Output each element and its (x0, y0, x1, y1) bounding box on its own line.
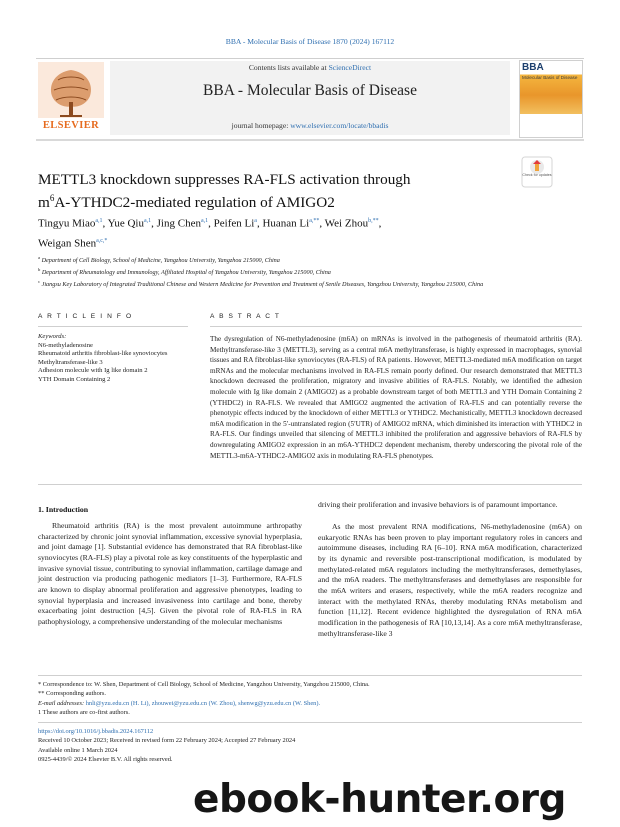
author-name[interactable]: Huanan Li (262, 217, 310, 230)
author-affiliation-mark[interactable]: a,c,* (96, 237, 108, 244)
footnotes (38, 680, 583, 718)
author-list: Tingyu Miao$^{a,1}$, Yue Qiu$^{a,1}$, Jing Chen$^{a,1}$, Peifen Li$^a$, Huanan $Li^{a,**}$, Wei Zhou$^{b,**}$, Weigan Shen$^{a,c,*}$ (38, 217, 382, 250)
affiliation-mark: c (38, 279, 41, 285)
contents-line (110, 63, 510, 72)
author-affiliation-mark[interactable]: b,** (368, 218, 379, 224)
divider (210, 326, 582, 327)
intro-right-column-p2: As the most prevalent RNA modifications, N6-methyladenosine (m6A) on eukaryotic RNAs has been proven to play important regulatory roles in cancers and autoimmune diseases, including RA [6–10]. RNA m6A modification, characterized by its dynamic and reversible post-transcriptional modification, is modulated by methylated-related m6A regulators including the methyltransferases, demethylases, and the m6A readers. The methyltransferases and demethylases are responsible for the m6A writers and erasers, respectively, while the m6A readers recognize and interact with the methylated RNAs, thereby modulating RNAs metabolism and function [11,12]. Recent evidence highlighted the dysregulation of RNA m6A modification in the pathogenesis of RA [10,13,14]. As a core m6A methyltransferase, methyltransferase-like 3 (318, 522, 582, 638)
email-links[interactable]: hnli@yzu.edu.cn (H. Li), zhouwei@yzu.edu.cn (W. Zhou), shenwg@yzu.edu.cn (W. Shen). (85, 699, 321, 707)
author-affiliation-mark[interactable]: a (254, 218, 257, 224)
divider (38, 326, 188, 327)
journal-title: BBA - Molecular Basis of Disease (203, 82, 417, 99)
affiliation-text: Department of Cell Biology, School of Medicine, Yangzhou University, Yangzhou 215000, China (41, 257, 280, 265)
footnote-cofirst: 1 These authors are co-first authors. (38, 709, 130, 717)
article-title (38, 170, 478, 212)
footnote-corresponding: ** Corresponding authors. (38, 690, 106, 698)
available-online: Available online 1 March 2024 (38, 746, 118, 754)
title-line-1: METTL3 knockdown suppresses RA-FLS activation through (38, 171, 411, 188)
author-name[interactable]: Wei Zhou (324, 217, 369, 230)
divider (38, 722, 582, 723)
publication-info (38, 727, 438, 765)
abstract-heading: A B S T R A C T (210, 313, 281, 320)
author-name[interactable]: Weigan Shen (38, 237, 97, 250)
affiliation-text: Jiangsu Key Laboratory of Integrated Traditional Chinese and Western Medicine for Prevention and Treatment of Senile Diseases, Yangzhou University, Yangzhou 215000, China (41, 281, 484, 289)
author-name[interactable]: Jing Chen (156, 217, 201, 230)
title-sup: 6 (49, 193, 55, 203)
author-affiliation-mark[interactable]: a,1 (95, 218, 103, 224)
keyword: Adhesion molecule with Ig like domain 2 (38, 367, 148, 375)
affiliation-text: Department of Rheumatology and Immunology, Affiliated Hospital of Yangzhou University, Yangzhou 215000, China (41, 269, 331, 277)
doi-link[interactable]: https://doi.org/10.1016/j.bbadis.2024.167112 (38, 728, 154, 735)
author-name[interactable]: Peifen Li (213, 217, 255, 230)
author-name[interactable]: Tingyu Miao (38, 217, 96, 230)
author-name[interactable]: Yue Qiu (107, 217, 144, 230)
check-for-updates-label[interactable]: Check for updates (522, 173, 552, 177)
publisher-wordmark: ELSEVIER (42, 120, 100, 131)
footnote-correspondence: * Correspondence to: W. Shen, Department of Cell Biology, School of Medicine, Yangzhou University, Yangzhou 215000, China. (38, 681, 370, 688)
keyword: Rheumatoid arthritis fibroblast-like synoviocytes (38, 350, 168, 358)
journal-homepage-link[interactable]: www.elsevier.com/locate/bbadis (290, 121, 389, 130)
title-m: m (38, 194, 50, 212)
copyright: 0925-4439/© 2024 Elsevier B.V. All rights reserved. (38, 756, 173, 764)
affiliation-mark: a (38, 255, 41, 260)
email-label: E-mail addresses: (38, 699, 85, 707)
author-affiliation-mark[interactable]: a,1 (200, 218, 209, 224)
divider (38, 675, 582, 676)
keywords-label: Keywords: (38, 333, 67, 340)
section-heading: 1. Introduction (38, 505, 89, 514)
cover-brand: BBA (522, 62, 544, 73)
article-info-heading: A R T I C L E I N F O (38, 313, 133, 320)
cover-subtitle: Molecular Basis of Disease (522, 75, 578, 80)
watermark: ebook-hunter.org (193, 777, 566, 822)
intro-left-column: Rheumatoid arthritis (RA) is the most prevalent autoimmune arthropathy characterized by chronic joint synovial inflammation, excessive synovial hyperplasia, and joint damage [1]. Substantial evidence has demonstrated that RA fibroblast-like synoviocytes (RA-FLS) play a pivotal role as key constituents of the hyperplastic and invasive synovial tissue, contributing to synovial inflammation, cartilage damage and joint destruction via producing pathogenic mediators [1–3]. Furthermore, RA-FLS are known to display abnormal proliferation and aggressive phenotypes, leading to synovial hyperplasia and increased invasiveness into cartilage and bone, thereby exacerbating joint destruction [4,5]. Given the pivotal role of RA-FLS in RA pathophysiology, a comprehensive understanding of the molecular mechanisms (38, 521, 302, 626)
affiliation-mark: b (38, 267, 41, 273)
keyword: Methyltransferase-like 3 (38, 358, 103, 366)
sciencedirect-link[interactable]: ScienceDirect (328, 63, 372, 72)
keywords-block (38, 333, 188, 385)
divider (38, 484, 582, 485)
check-for-updates-icon[interactable] (521, 156, 553, 188)
affiliation (38, 265, 538, 277)
abstract-text: The dysregulation of N6-methyladenosine (m6A) on mRNAs is involved in the pathogenesis of rheumatoid arthritis (RA). Methyltransferase-like 3 (METTL3), serving as a central m6A methyltransferase, is highly expressed in macrophages, synovial tissues and RA fibroblast-like synoviocytes (RA-FLS) of RA patients. However, METTL3-mediated m6A modification on target mRNAs and the molecular mechanisms involved in RA-FLS remain poorly defined. Our research demonstrated that METTL3 knockdown decreased the proliferation, migratory and invasive abilities of RA-FLS. Notably, we identified the adhesion molecule with Ig like domain 2 (AMIGO2) as a probable downstream target of both METTL3 and YTH Domain Containing 2 (YTHDC2) in RA-FLS. We revealed that AMIGO2 augmented the activation of RA-FLS and can potentially reverse the phenotypic effects induced by the knockdown of either METTL3 or YTHDC2. Mechanistically, METTL3 knockdown decreased m6A modification in the 5′-untranslated region (5′UTR) of AMIGO2 mRNA, which diminished its interaction with YTHDC2 in RA-FLS. Our findings unveiled that silencing of METTL3 inhibited the proliferation and aggressive behaviors of RA-FLS by downregulating AMIGO2 expression in an m6A-YTHDC2 dependent mechanism, thereby underscoring the pivotal role of the METTL3-m6A-YTHDC2-AMIGO2 axis in modulating RA-FLS phenotypes. (210, 335, 582, 460)
homepage-line (110, 121, 510, 130)
keyword: N6-methyladenosine (38, 341, 93, 349)
affiliation (38, 253, 538, 265)
author-affiliation-mark[interactable]: a,** (309, 218, 320, 224)
footnote-emails (38, 699, 583, 708)
intro-right-column-p1: driving their proliferation and invasive behaviors is of paramount importance. (318, 500, 558, 509)
homepage-prefix: journal homepage: (231, 121, 291, 130)
journal-reference[interactable]: BBA - Molecular Basis of Disease 1870 (2024) 167112 (225, 37, 395, 46)
author-affiliation-mark[interactable]: a,1 (143, 218, 152, 224)
title-rest: A-YTHDC2-mediated regulation of AMIGO2 (54, 194, 335, 212)
received-dates: Received 10 October 2023; Received in revised form 22 February 2024; Accepted 27 February 2024 (38, 737, 296, 745)
keyword: YTH Domain Containing 2 (38, 375, 111, 383)
contents-prefix: Contents lists available at (248, 63, 329, 72)
title-line-2 (38, 189, 478, 212)
affiliation-list (38, 253, 538, 289)
affiliation (38, 277, 538, 289)
